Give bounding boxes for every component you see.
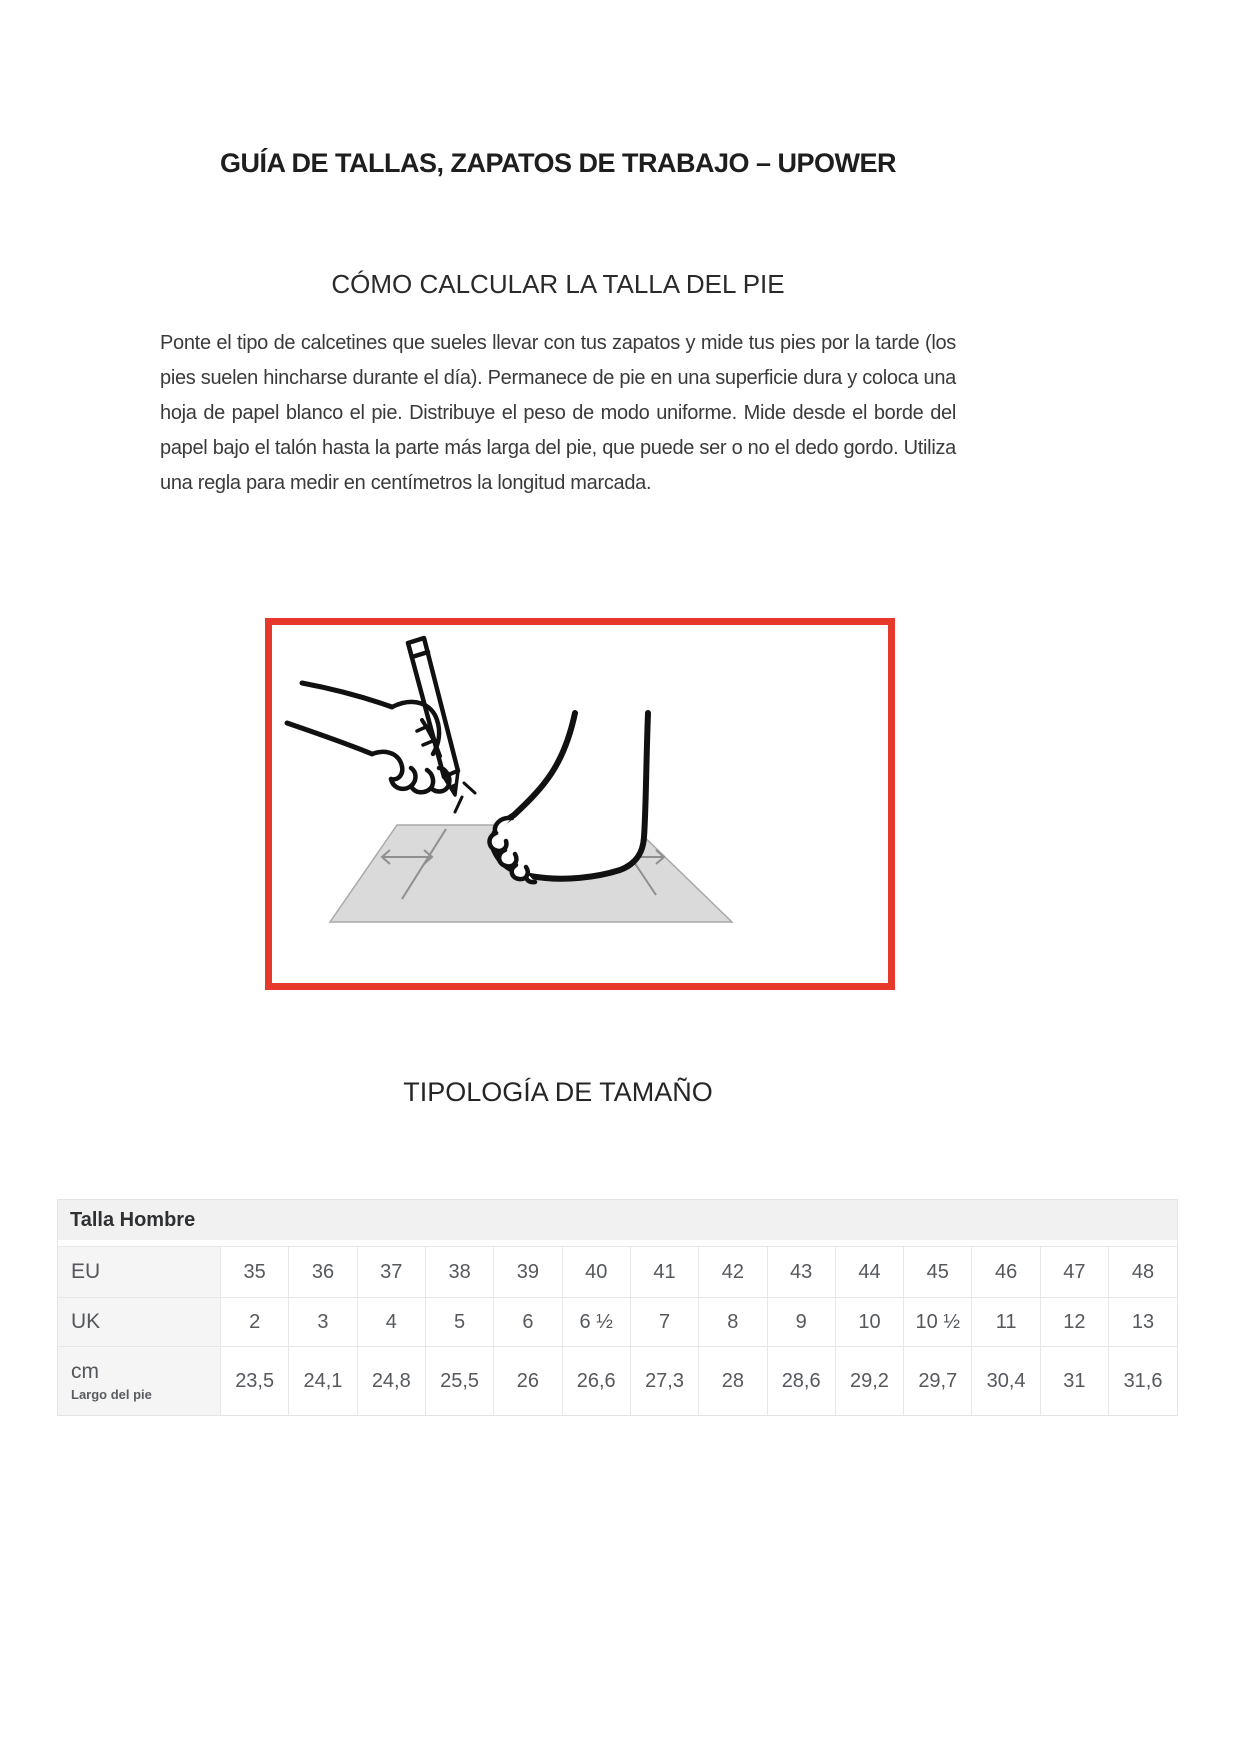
size-value-cell: 23,5 [221,1347,289,1416]
size-value-cell: 29,2 [835,1347,903,1416]
table-row-eu [58,1247,1177,1298]
size-value-cell: 27,3 [630,1347,698,1416]
size-value-cell: 11 [972,1298,1040,1347]
row-label-cell-cm [58,1347,221,1416]
size-value-cell: 36 [289,1247,357,1298]
how-to-heading: CÓMO CALCULAR LA TALLA DEL PIE [331,269,785,299]
size-value-cell: 10 [835,1298,903,1347]
size-value-cell: 31,6 [1109,1347,1177,1416]
foot-measuring-figure [265,618,895,990]
size-table-grid [58,1246,1177,1415]
size-value-cell: 45 [904,1247,972,1298]
foot-measuring-illustration [272,625,888,983]
hand-with-pencil-drawing [287,638,475,812]
size-value-cell: 30,4 [972,1347,1040,1416]
table-row-cm [58,1347,1177,1416]
size-value-cell: 24,8 [357,1347,425,1416]
size-value-cell: 8 [699,1298,767,1347]
size-value-cell: 7 [630,1298,698,1347]
size-value-cell: 4 [357,1298,425,1347]
size-value-cell: 2 [221,1298,289,1347]
size-value-cell: 38 [425,1247,493,1298]
size-value-cell: 44 [835,1247,903,1298]
instructions-paragraph: Ponte el tipo de calcetines que sueles llevar con tus zapatos y mide tus pies por la tarde (los pies suelen hincharse durante el día). Permanece de pie en una superficie dura y coloca una hoja de papel blanco el pie. Distribuye el peso de modo uniforme. Mide desde el borde del papel bajo el talón hasta la parte más larga del pie, que puede ser o no el dedo gordo. Utiliza una regla para medir en centímetros la longitud marcada. [160,332,956,494]
size-value-cell: 47 [1040,1247,1108,1298]
size-value-cell: 10 ½ [904,1298,972,1347]
size-value-cell: 5 [425,1298,493,1347]
size-value-cell: 6 ½ [562,1298,630,1347]
size-value-cell: 25,5 [425,1347,493,1416]
size-table [57,1199,1178,1416]
row-label-cell-uk [58,1298,221,1347]
size-value-cell: 46 [972,1247,1040,1298]
size-value-cell: 26,6 [562,1347,630,1416]
size-table-rows [58,1247,1177,1416]
document-title: GUÍA DE TALLAS, ZAPATOS DE TRABAJO – UPOWER [219,148,897,178]
row-label: UK [71,1310,101,1333]
size-value-cell: 40 [562,1247,630,1298]
size-value-cell: 41 [630,1247,698,1298]
size-value-cell: 12 [1040,1298,1108,1347]
size-value-cell: 9 [767,1298,835,1347]
size-value-cell: 3 [289,1298,357,1347]
size-value-cell: 28,6 [767,1347,835,1416]
size-value-cell: 26 [494,1347,562,1416]
foot-drawing [489,713,648,882]
size-value-cell: 35 [221,1247,289,1298]
size-value-cell: 13 [1109,1298,1177,1347]
size-value-cell: 37 [357,1247,425,1298]
row-label: EU [71,1260,101,1283]
size-section-heading: TIPOLOGÍA DE TAMAÑO [403,1077,713,1107]
size-value-cell: 6 [494,1298,562,1347]
size-table-header: Talla Hombre [58,1200,1177,1246]
size-value-cell: 31 [1040,1347,1108,1416]
row-label: cm [71,1360,99,1383]
size-value-cell: 28 [699,1347,767,1416]
size-value-cell: 42 [699,1247,767,1298]
size-value-cell: 29,7 [904,1347,972,1416]
row-sublabel: Largo del pie [71,1387,152,1402]
row-label-cell-eu [58,1247,221,1298]
table-row-uk [58,1298,1177,1347]
size-value-cell: 43 [767,1247,835,1298]
size-value-cell: 48 [1109,1247,1177,1298]
size-value-cell: 39 [494,1247,562,1298]
size-value-cell: 24,1 [289,1347,357,1416]
